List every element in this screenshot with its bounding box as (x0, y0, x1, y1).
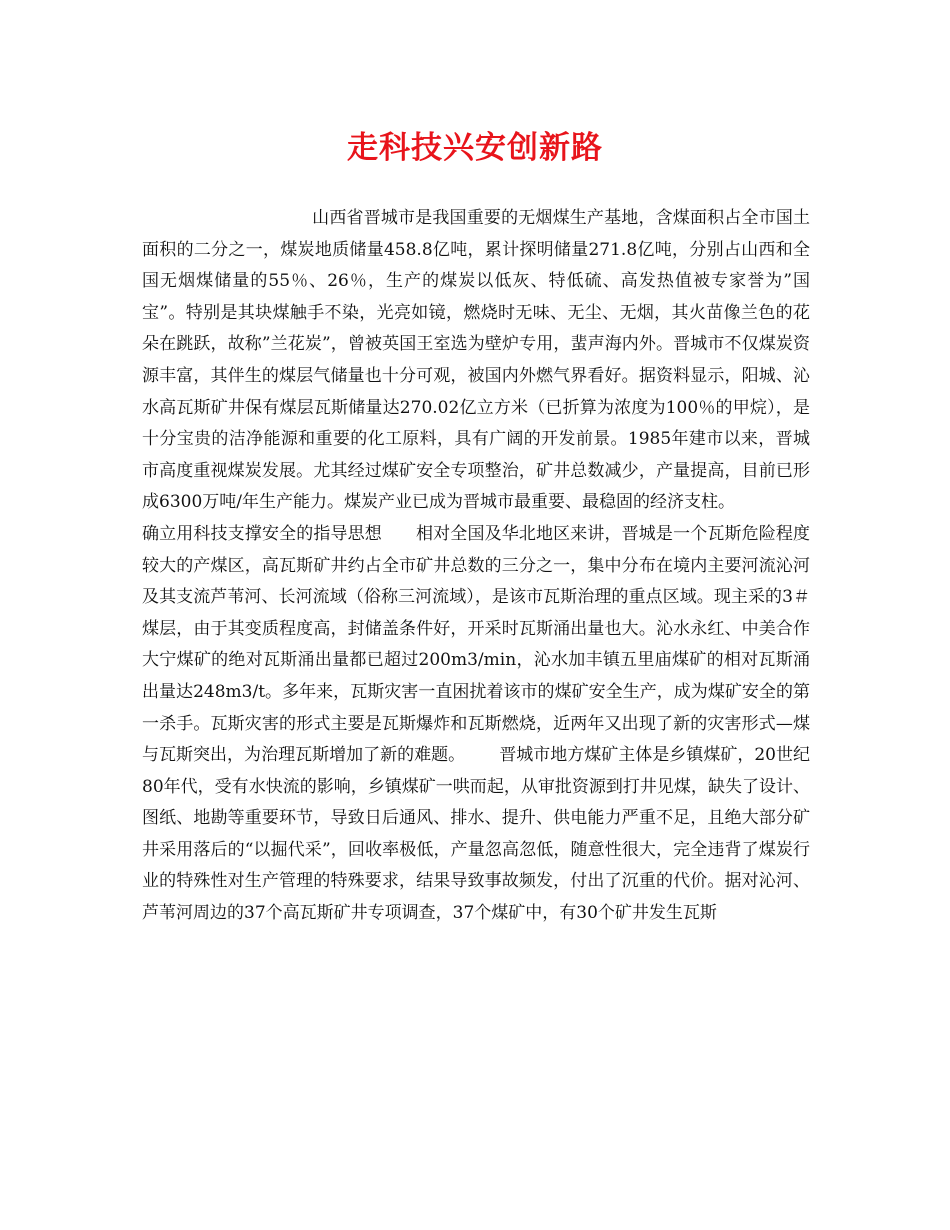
paragraph-2-text: 相对全国及华北地区来讲，晋城是一个瓦斯危险程度较大的产煤区，高瓦斯矿井约占全市矿井总数的三分之一，集中分布在境内主要河流沁河及其支流芦苇河、长河流域（俗称三河流域），是该市瓦斯治理的重点区域。现主采的3＃煤层，由于其变质程度高，封储盖条件好，开采时瓦斯涌出量也大。沁水永红、中美合作大宁煤矿的绝对瓦斯涌出量都已超过200m3/min，沁水加丰镇五里庙煤矿的相对瓦斯涌出量达248m3/t。多年来，瓦斯灾害一直困扰着该市的煤矿安全生产，成为煤矿安全的第一杀手。瓦斯灾害的形式主要是瓦斯爆炸和瓦斯燃烧，近两年又出现了新的灾害形式—煤与瓦斯突出，为治理瓦斯增加了新的难题。 (142, 523, 811, 766)
section-heading: 确立用科技支撑安全的指导思想 (142, 523, 382, 544)
paragraph-section (142, 519, 810, 930)
paragraph-1-text: 山西省晋城市是我国重要的无烟煤生产基地，含煤面积占全市国土面积的二分之一，煤炭地质储量458.8亿吨，累计探明储量271.8亿吨，分别占山西和全国无烟煤储量的55％、26％，生产的煤炭以低灰、特低硫、高发热值被专家誉为”国宝”。特别是其块煤触手不染，光亮如镜，燃烧时无味、无尘、无烟，其火苗像兰色的花朵在跳跃，故称”兰花炭”，曾被英国王室选为壁炉专用，蜚声海内外。晋城市不仅煤炭资源丰富，其伴生的煤层气储量也十分可观，被国内外燃气界看好。据资料显示，阳城、沁水高瓦斯矿井保有煤层瓦斯储量达270.02亿立方米（已折算为浓度为100％的甲烷），是十分宝贵的洁净能源和重要的化工原料，具有广阔的开发前景。1985年建市以来，晋城市高度重视煤炭发展。尤其经过煤矿安全专项整治，矿井总数减少，产量提高，目前已形成6300万吨/年生产能力。煤炭产业已成为晋城市最重要、最稳固的经济支柱。 (142, 208, 810, 513)
paragraph-intro (142, 203, 810, 519)
document-title: 走科技兴安创新路 (347, 130, 603, 166)
paragraph-3-text: 晋城市地方煤矿主体是乡镇煤矿，20世纪80年代，受有水快流的影响，乡镇煤矿一哄而起，从审批资源到打井见煤，缺失了设计、图纸、地勘等重要环节，导致日后通风、排水、提升、供电能力严重不足，且绝大部分矿井采用落后的“以掘代采”，回收率极低，产量忽高忽低，随意性很大，完全违背了煤炭行业的特殊性对生产管理的特殊要求，结果导致事故频发，付出了沉重的代价。据对沁河、芦苇河周边的37个高瓦斯矿井专项调查，37个煤矿中，有30个矿井发生瓦斯 (142, 745, 810, 924)
document-body (142, 203, 810, 930)
